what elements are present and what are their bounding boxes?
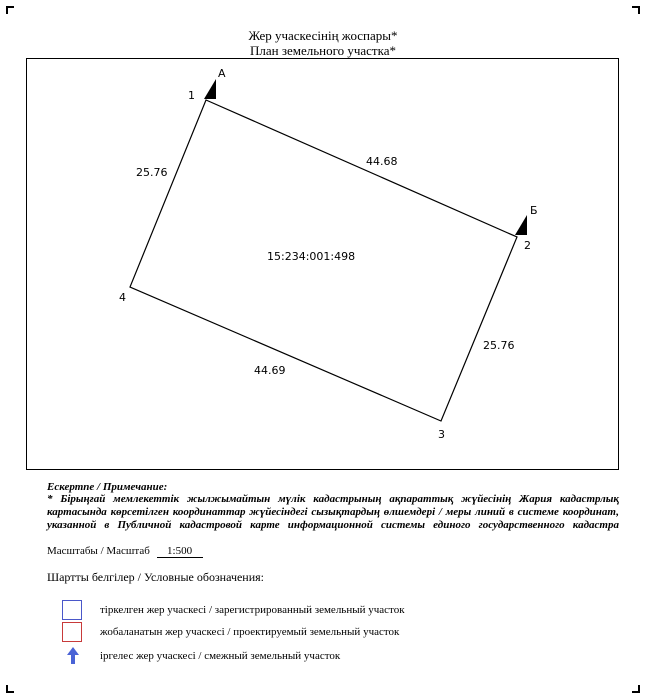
red-square-icon (62, 622, 82, 642)
plan-frame (26, 58, 619, 470)
parcel-plan (27, 59, 620, 471)
title-kz: Жер учаскесінің жоспары* (248, 28, 398, 43)
side-length-2-3: 25.76 (483, 339, 515, 352)
vertex-label-2: 2 (524, 239, 531, 252)
direction-arrow-b (515, 215, 527, 235)
direction-arrow-a (204, 79, 216, 99)
vertex-label-3: 3 (438, 428, 445, 441)
blue-square-icon (62, 600, 82, 620)
side-length-4-1: 25.76 (136, 166, 168, 179)
side-length-1-2: 44.68 (366, 155, 398, 168)
legend-text: іргелес жер учаскесі / смежный земельный участок (100, 650, 341, 662)
note-block (47, 481, 619, 532)
scale-value: 1:500 (157, 545, 203, 558)
scale-row (47, 545, 203, 558)
note-text: * Бірыңғай мемлекеттік жылжымайтын мүлік кадастрының ақпараттық жүйесінің Жария кадастрлық картасында көрсетілген координаттар жүйесіндегі сызықтардың өлшемдері / меры линий в системе координат, указанной в Публичной кадастровой карте информационной системы единого государственного кадастра (47, 493, 619, 531)
vertex-label-1: 1 (188, 89, 195, 102)
vertex-label-4: 4 (119, 291, 126, 304)
title-ru: План земельного участка* (249, 43, 397, 58)
legend-title: Шартты белгілер / Условные обозначения: (47, 570, 265, 584)
corner-mark (632, 685, 640, 693)
parcel-id: 15:234:001:498 (267, 250, 356, 263)
direction-label-a: А (218, 67, 226, 80)
corner-mark (632, 6, 640, 14)
note-title: Ескертпе / Примечание: (47, 481, 168, 493)
corner-mark (6, 6, 14, 14)
legend-text: тіркелген жер учаскесі / зарегистрированный земельный участок (100, 604, 405, 616)
direction-label-b: Б (530, 204, 538, 217)
blue-arrow-icon (64, 646, 82, 666)
corner-mark (6, 685, 14, 693)
legend-text: жобаланатын жер учаскесі / проектируемый земельный участок (100, 626, 400, 638)
side-length-3-4: 44.69 (254, 364, 286, 377)
scale-label: Масштабы / Масштаб (47, 545, 150, 557)
